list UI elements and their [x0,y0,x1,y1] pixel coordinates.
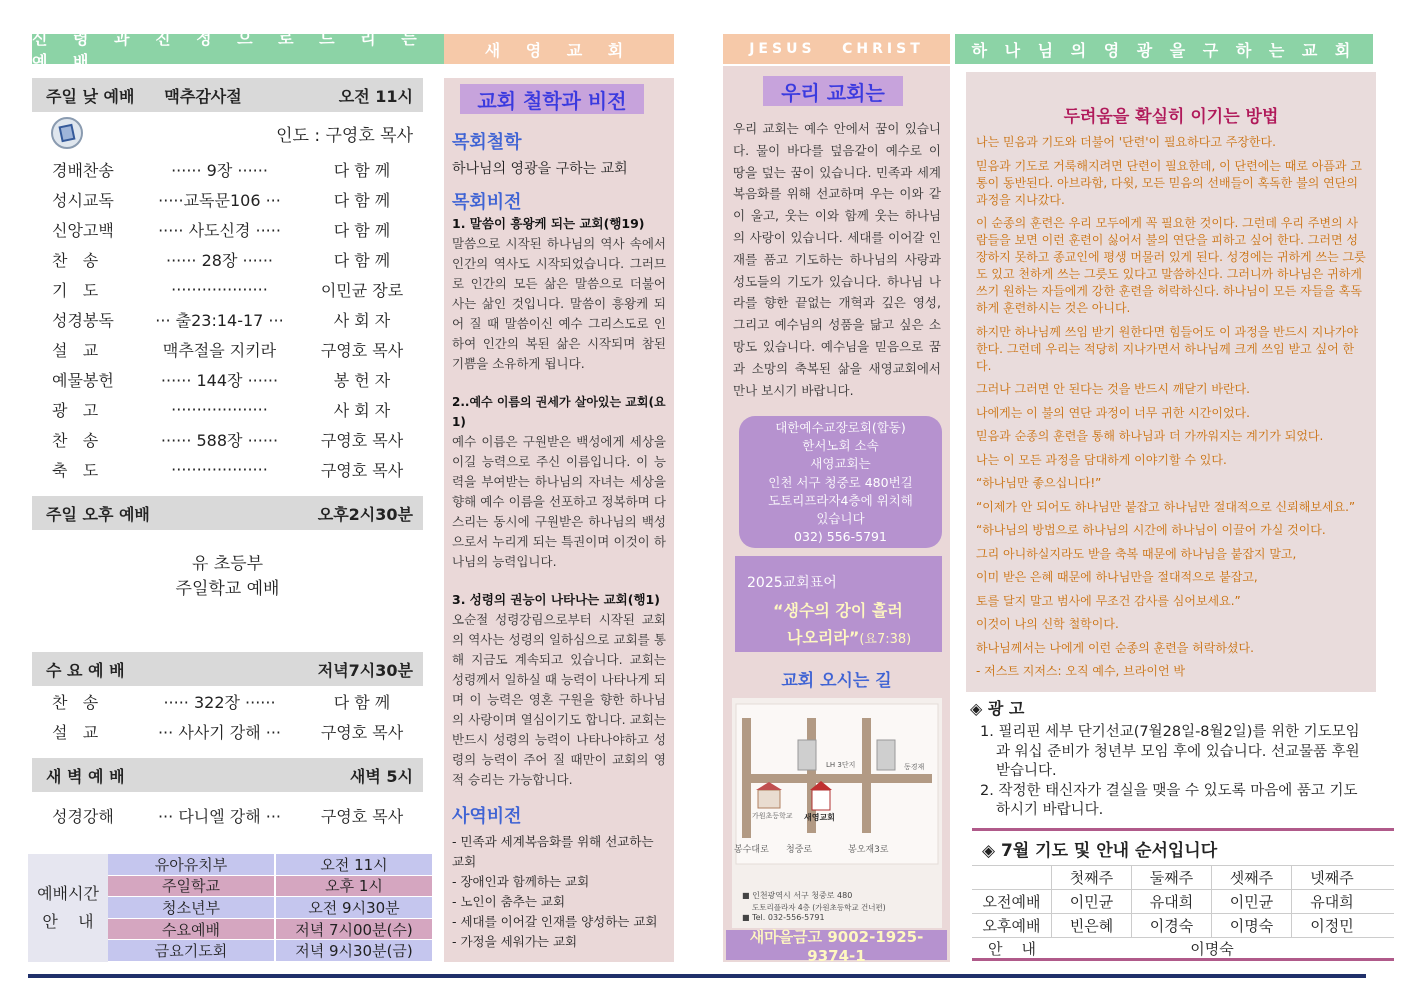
sunday-pm-line1: 유 초등부 [191,554,264,574]
church-name-banner [444,34,674,64]
order-item-person: 다 함 께 [333,160,391,180]
schedule-label-2: 안 내 [42,912,94,931]
order-row [32,394,423,424]
essay-body [976,134,1368,687]
schedule-row [108,919,432,941]
order-item-content: 맥추절을 지키라 [162,340,277,360]
church-info-line: 도토리프라자4층에 위치해 [768,492,913,508]
order-item-person: 구영호 목사 [320,806,404,826]
order-item-content: ······ 588장 ······ [160,430,279,450]
essay-paragraph: - 저스트 지저스: 오직 예수, 브라이언 박 [976,664,1185,678]
schedule-name: 수요예배 [108,919,276,941]
schedule-name: 금요기도회 [108,940,276,962]
essay-paragraph: 나에게는 이 불의 연단 과정이 너무 귀한 시간이었다. [976,405,1250,420]
wednesday-title: 수 요 예 배 [46,660,125,680]
vision-2-text: 예수 이름은 구원받은 백성에게 세상을 이길 능력으로 주신 이름입니다. 이 능력을 부여받는 하나님의 자녀는 세상을 향해 예수 이름을 선포하고 정복하며 다스리는 동시에 구원받은 하나님의 백성으로서 누리게 되는 특권이며 이것이 하나님의 능력입니다. [452,434,666,569]
order-item-content: ······ 144장 ······ [160,370,279,390]
map-road3-label: 봉오재3로 [848,845,889,855]
essay-paragraph: 그러나 그러면 안 된다는 것을 반드시 깨닫기 바란다. [976,382,1250,396]
essay-paragraph: 하지만 하나님께 쓰임 받기 원한다면 힘들어도 이 과정을 반드시 지나가야 한다. 그런데 우리는 적당히 지나가면서 하나님께 크게 쓰임 받고 싶어 한다. [976,324,1359,373]
schedule-time: 저녁 9시30분(금) [276,940,432,962]
prayer-row [972,913,1394,937]
order-item-content: ··· 다니엘 강해 ··· [157,806,282,826]
schedule-time: 오전 11시 [276,854,432,876]
order-item-person: 다 함 께 [333,250,391,270]
dawn-header [32,758,423,792]
ministry-item: - 노인이 춤추는 교회 [452,894,566,909]
church-name-text: 새 영 교 회 [484,40,634,60]
order-item-name: 광 고 [52,400,99,420]
map-address-2: 도토리플라자 4층 (가원초등학교 건너편) [752,903,886,912]
prayer-cell: 오전예배 [972,890,1052,913]
order-row [32,454,423,484]
pastoral-philosophy-text: 하나님의 영광을 구하는 교회 [452,161,628,177]
schedule-time: 오후 1시 [276,876,432,898]
order-row [32,274,423,304]
ministry-vision-list [452,832,666,952]
church-info-line: 한서노회 소속 [802,438,879,454]
order-item-content: ··· 출23:14-17 ··· [155,310,284,330]
prayer-row [972,889,1394,913]
pastoral-vision-heading: 목회비전 [452,192,522,213]
our-church-text: 우리 교회는 예수 안에서 꿈이 있습니다. 물이 바다를 덮음같이 예수로 이 땅을 덮는 꿈이 있습니다. 민족과 세계복음화를 위해 선교하며 우는 이와 같이 울고, 웃는 이와 함께 웃는 하나님의 사랑이 있습니다. 세대를 이어갈 인재를 품고 기도하는 하나님의 사랑과 성도들의 기도가 있습니다. 하나님 나라를 향한 끝없는 개혁과 깊은 영성, 그리고 예수님의 성품을 닮고 싶은 소망도 있습니다. 예수님을 믿음으로 꿈과 소망의 축복된 삶을 새영교회에서 만나 보시기 바랍니다. [733,121,941,398]
ministry-vision-heading: 사역비전 [452,806,522,827]
notice-item: 2. 작정한 태신자가 결실을 맺을 수 있도록 마음에 품고 기도하시기 바랍니다. [980,782,1358,818]
motto-line1: “생수의 강이 흘러 [773,601,903,620]
worship-schedule-table [28,854,432,962]
order-item-person: 봉 헌 자 [333,370,391,390]
order-item-person: 구영호 목사 [320,340,404,360]
jesus-christ-banner [723,34,950,64]
bottom-divider [28,974,1366,978]
ministry-item: - 세대를 이어갈 인재를 양성하는 교회 [452,914,658,929]
schedule-name: 주일학교 [108,876,276,898]
order-item-person: 다 함 께 [333,692,391,712]
directions-title: 교회 오시는 길 [781,671,892,691]
motto-line2 [747,625,942,648]
order-item-person: 사 회 자 [333,400,391,420]
order-item-name: 축 도 [52,460,99,480]
order-row [32,334,423,364]
map-road1-label: 봉수대로 [734,845,769,855]
prayer-cell: 둘째주 [1132,866,1212,889]
order-row [32,184,423,214]
schedule-row [108,897,432,919]
church-info-line: 있습니다 [816,511,865,527]
order-item-person: 사 회 자 [333,310,391,330]
notice-list [970,723,1370,821]
prayer-title: ◈ 7월 기도 및 안내 순서입니다 [982,840,1218,861]
prayer-guide-row [972,937,1394,961]
church-info-line: 대한예수교장로회(합동) [775,420,906,435]
order-item-name: 성경봉독 [52,310,114,330]
jesus-christ-text: JESUS CHRIST [749,41,924,57]
prayer-cell [972,866,1052,889]
order-item-name: 찬 송 [52,692,99,712]
wednesday-header [32,652,423,686]
essay-paragraph: 믿음과 순종의 훈련을 통해 하나님과 더 가까워지는 계기가 되었다. [976,429,1324,443]
worship-leader: 인도 : 구영호 목사 [276,125,413,146]
prayer-cell: 넷째주 [1310,869,1354,887]
motto-label: 2025교회표어 [747,575,837,591]
vision-3-title: 3. 성령의 권능이 나타나는 교회(행1) [452,592,660,607]
prayer-cell: 이정민 [1310,917,1354,935]
prayer-cell: 첫째주 [1052,866,1132,889]
vision-1-title: 1. 말씀이 흥왕케 되는 교회(행19) [452,216,645,231]
schedule-label-1: 예배시간 [37,884,99,903]
prayer-schedule [972,828,1394,964]
sunday-pm-header [32,496,423,530]
prayer-header-row [972,865,1394,889]
essay-title: 두려움을 확실히 이기는 방법 [1063,107,1279,127]
map-road2-label: 청중로 [786,845,813,855]
essay-paragraph: “하나님의 방법으로 하나님의 시간에 하나님이 이끌어 가실 것이다. [976,523,1326,537]
essay-paragraph: 이미 받은 은혜 때문에 하나님만을 절대적으로 붙잡고, [976,570,1258,584]
order-item-name: 신앙고백 [52,220,114,240]
vision-3-text: 오순절 성령강림으로부터 시작된 교회의 역사는 성령의 일하심으로 교회를 통해 지금도 계속되고 있습니다. 교회는 성령께서 일하실 때 능력이 나타나게 되며 이 능력은 영혼 구원을 향한 하나님의 사랑이며 열심이기도 합니다. 교회는 반드시 성령의 능력이 나타나야하고 성령의 능력이 주어 질 때만이 교회의 영적 승리는 가능합니다. [452,612,666,787]
guide-name: 이명숙 [1190,939,1234,958]
order-item-name: 설 교 [52,722,99,742]
order-item-content: ······ 28장 ······ [165,250,274,270]
order-item-name: 설 교 [52,340,99,360]
dawn-time: 새벽 5시 [349,766,413,786]
order-item-person: 구영호 목사 [320,722,404,742]
schedule-row [108,854,432,876]
schedule-name: 유아유치부 [108,854,276,876]
essay-panel [966,72,1376,692]
sunday-am-time: 오전 11시 [338,86,413,106]
sunday-pm-time: 오후2시30분 [317,504,413,524]
guide-label: 안 내 [987,939,1037,958]
essay-paragraph: “하나님만 좋으십니다!” [976,476,1102,490]
schedule-time: 저녁 7시00분(수) [276,919,432,941]
order-item-content: ····· 322장 ······ [163,692,276,712]
prayer-cell: 이민균 [1052,890,1132,913]
ministry-item: - 민족과 세계복음화를 위해 선교하는 교회 [452,834,654,869]
essay-paragraph: 믿음과 기도로 거룩해지려면 단련이 필요한데, 이 단련에는 때로 아픔과 고통이 동반된다. 아브라함, 다윗, 모든 믿음의 선배들이 혹독한 불의 연단의 과정을 지나갔다. [976,158,1362,207]
glory-church-text: 하 나 님 의 영 광 을 구 하 는 교 회 [971,40,1357,60]
order-item-person: 구영호 목사 [320,460,404,480]
glory-church-banner [955,34,1373,64]
sunday-pm-line2: 주일학교 예배 [175,579,280,599]
prayer-cell: 이명숙 [1212,914,1292,937]
order-item-name: 찬 송 [52,250,99,270]
church-location-map [732,698,942,928]
schedule-time: 오전 9시30분 [276,897,432,919]
church-logo-icon [50,116,84,150]
essay-paragraph: “이제가 안 되어도 하나님만 붙잡고 하나님만 절대적으로 신뢰해보세요.” [976,499,1356,514]
order-row [32,364,423,394]
leader-row [32,112,423,154]
order-item-content: ··················· [171,459,268,479]
prayer-cell: 셋째주 [1212,866,1292,889]
prayer-cell: 유대희 [1132,890,1212,913]
prayer-cell: 이경숙 [1132,914,1212,937]
worship-order-panel [32,78,423,830]
prayer-cell: 오후예배 [972,914,1052,937]
order-item-name: 예물봉헌 [52,370,114,390]
schedule-row [108,940,432,962]
order-item-content: ··················· [171,279,268,299]
map-lh-label: LH 3단지 [826,761,856,769]
map-dongkyung-label: 동경재 [904,763,925,771]
order-row [32,686,423,716]
order-row [32,154,423,184]
ministry-item: - 가정을 세워가는 교회 [452,934,578,949]
schedule-label [28,854,108,962]
worship-header-text: 신 령 과 진 정 으 로 드 리 는 예 배 [32,29,427,71]
order-item-name: 찬 송 [52,430,99,450]
prayer-cell: 이민균 [1212,890,1292,913]
essay-paragraph: 토를 달지 말고 범사에 무조건 감사를 심어보세요.” [976,593,1241,608]
sunday-am-theme: 맥추감사절 [164,86,242,106]
church-info-line: 새영교회는 [810,456,871,472]
order-row [32,424,423,454]
wednesday-order-list [32,686,423,746]
order-row [32,304,423,334]
prayer-cell: 빈은혜 [1052,914,1132,937]
order-row [32,716,423,746]
ministry-item: - 장애인과 함께하는 교회 [452,874,590,889]
essay-paragraph: 나는 믿음과 기도와 더불어 '단련'이 필요하다고 주장한다. [976,135,1276,149]
bank-account: 새마을금고 9002-1925-9374-1 [726,930,947,960]
vision-1-text: 말씀으로 시작된 하나님의 역사 속에서 인간의 역사도 시작되었습니다. 그러므로 인간의 모든 삶은 말씀으로 더불어 사는 삶인 것입니다. 말씀이 흥왕케 되어 질 때 말씀이신 예수 그리스도로 인하여 인간의 복된 삶은 시작되며 참된 기쁨을 소유하게 됩니다. [452,236,666,371]
vision-2-title: 2..예수 이름의 권세가 살아있는 교회(요1) [452,395,666,429]
schedule-name: 청소년부 [108,897,276,919]
order-row [32,214,423,244]
sunday-pm-body [32,530,423,624]
essay-paragraph: 하나님께서는 나에게 이런 순종의 훈련을 허락하셨다. [976,640,1254,655]
essay-paragraph: 이 순종의 훈련은 우리 모두에게 꼭 필요한 것이다. 그런데 우리 주변의 사람들을 보면 이런 훈련이 싫어서 불의 연단을 피하고 싶어 한다. 그러면 성장하지 못하고 종교인에 평생 머물러 있게 된다. 성경에는 귀하게 쓰는 그릇도 있고 천하게 쓰는 그릇도 있다고 말씀하신다. 그러니까 하나님은 귀하게 쓰기 원하는 자들에게 강한 훈련을 허락하신다. 하나님이 모든 자들을 혹독하게 훈련하시는 것은 아니다. [976,216,1366,315]
motto-line2-text: 나오리라” [787,628,860,647]
wednesday-time: 저녁7시30분 [317,660,413,680]
sunday-am-order-list [32,154,423,484]
map-tel: ■ Tel. 032-556-5791 [742,913,825,922]
sunday-pm-title: 주일 오후 예배 [46,504,150,524]
essay-paragraph: 이것이 나의 신학 철학이다. [976,617,1119,631]
motto-reference: (요7:38) [859,632,912,647]
philosophy-panel [444,78,674,962]
order-item-content: ······ 9장 ······ [171,160,268,180]
notice-title: ◈ 광 고 [970,699,1025,718]
church-info-line: 인천 서구 청중로 480번길 [768,474,913,490]
order-item-name: 기 도 [52,280,99,300]
worship-header-banner [32,29,444,71]
map-church-label: 새영교회 [804,813,835,822]
prayer-cell: 유대희 [1310,893,1354,911]
our-church-title: 우리 교회는 [763,76,903,106]
order-item-content: ··················· [171,399,268,419]
order-item-name: 성경강해 [52,806,114,826]
order-row [32,800,423,830]
order-item-person: 구영호 목사 [320,430,404,450]
order-item-name: 경배찬송 [52,160,114,180]
order-item-content: ····· 사도신경 ····· [158,220,281,240]
church-info-line: 032) 556-5791 [794,529,887,545]
order-item-name: 성시교독 [52,190,114,210]
essay-paragraph: 나는 이 모든 과정을 담대하게 이야기할 수 있다. [976,452,1227,467]
map-address-1: ■ 인천광역시 서구 청중로 480 [742,891,853,900]
order-row [32,244,423,274]
order-item-content: ·····교독문106 ··· [158,190,281,210]
sunday-am-header [32,78,423,112]
notice-section [970,696,1370,821]
order-item-person: 다 함 께 [333,220,391,240]
sunday-am-title: 주일 낮 예배 [46,86,135,106]
dawn-order-list [32,800,423,830]
dawn-title: 새 벽 예 배 [46,766,125,786]
pastoral-philosophy-heading: 목회철학 [452,132,522,153]
philosophy-title: 교회 철학과 비전 [460,84,644,114]
order-item-person: 다 함 께 [333,190,391,210]
map-school-label: 가원초등학교 [752,812,793,820]
church-motto-box [735,556,942,652]
schedule-row [108,876,432,898]
order-item-content: ··· 사사기 강해 ··· [157,722,282,742]
notice-item: 1. 필리핀 세부 단기선교(7월28일-8월2일)를 위한 기도모임과 워십 준비가 청년부 모임 후에 있습니다. 선교물품 후원받습니다. [980,724,1360,779]
church-info-box [739,416,942,548]
order-item-person: 이민균 장로 [320,280,404,300]
essay-paragraph: 그리 아니하실지라도 받을 축복 때문에 하나님을 붙잡지 말고, [976,546,1297,561]
